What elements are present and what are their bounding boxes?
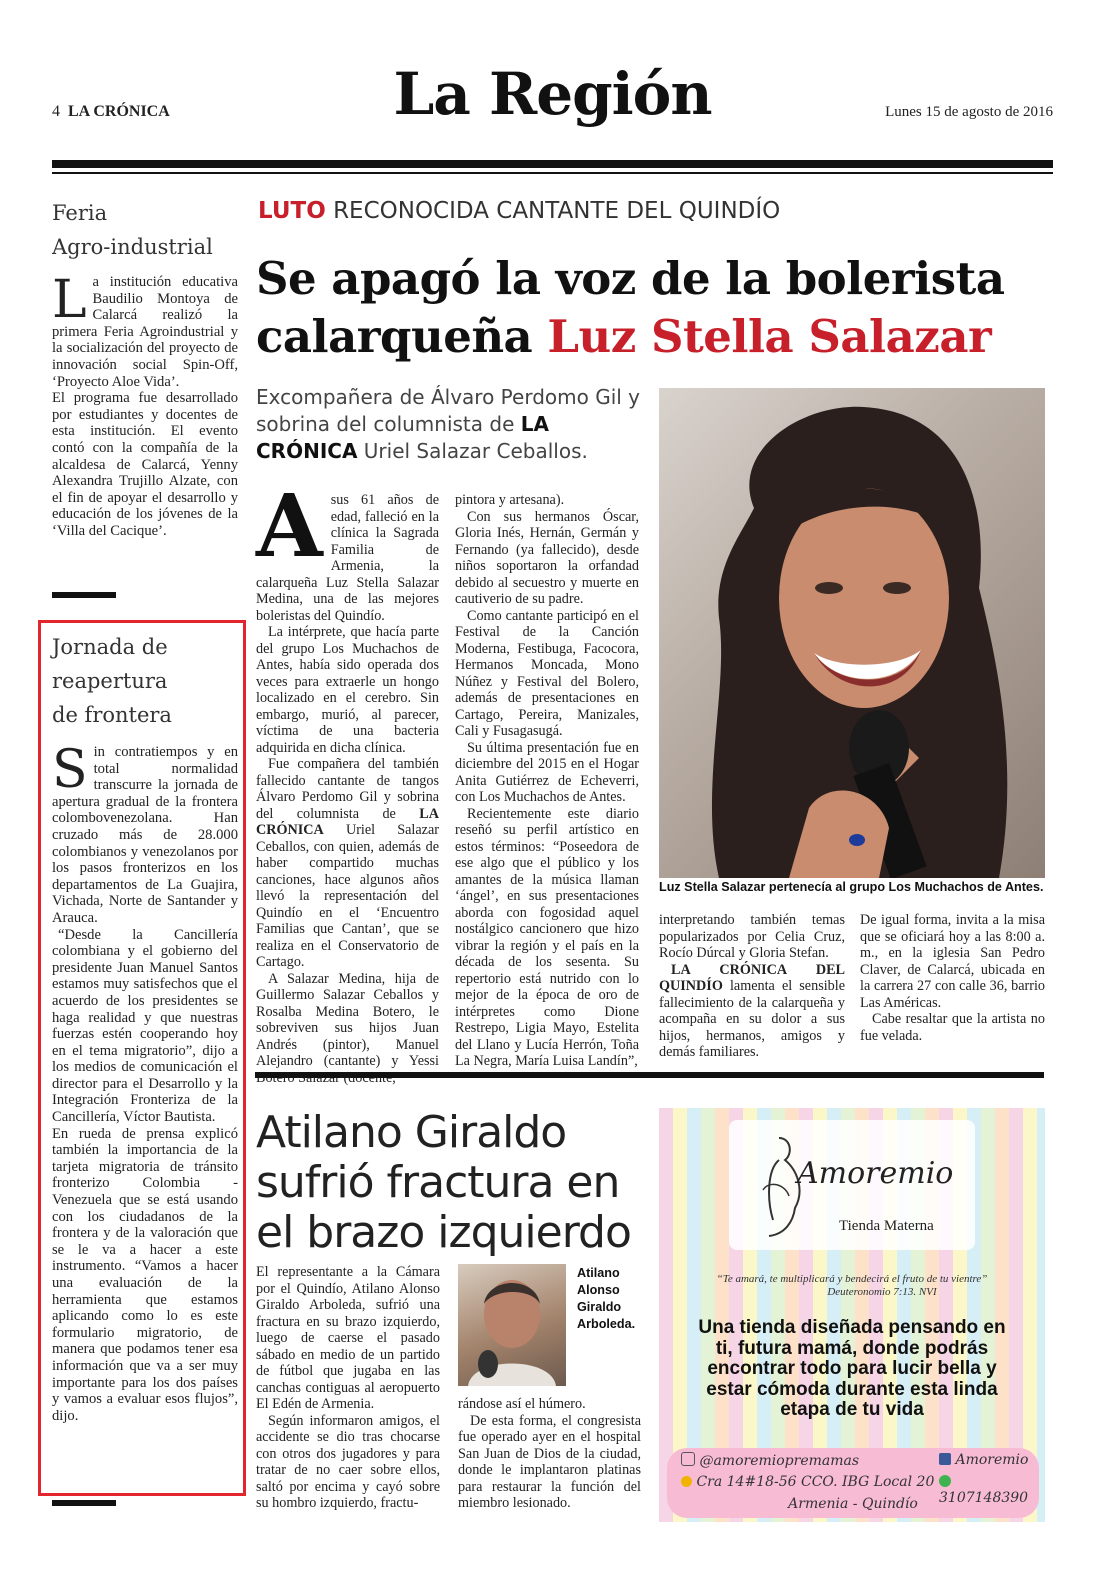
amoremio-ad[interactable] — [659, 1108, 1045, 1522]
ad-brand: Amoremio — [797, 1156, 954, 1191]
facebook-icon — [939, 1453, 951, 1465]
brief-frontera-title: Jornada de reapertura de frontera — [52, 635, 172, 727]
ad-address: Cra 14#18-56 CCO. IBG Local 20 — [681, 1474, 934, 1490]
ad-contact-bar — [667, 1448, 1039, 1518]
drop-cap: L — [52, 270, 87, 330]
atilano-illustration — [458, 1264, 566, 1386]
ad-body: Una tienda diseñada pensando en ti, futura mamá, donde podrás encontrar todo para lucir bella y estar cómoda durante esta linda etapa de tu vida — [698, 1317, 1006, 1420]
ad-facebook[interactable]: Amoremio — [939, 1452, 1028, 1468]
brief-divider — [52, 1500, 116, 1506]
singer-photo — [659, 388, 1045, 878]
atilano-caption: Atilano Alonso Giraldo Arboleda. — [577, 1266, 636, 1331]
story-kicker: LUTO RECONOCIDA CANTANTE DEL QUINDÍO — [258, 198, 781, 224]
brief-feria-body: L a institución educativa Baudilio Montoya de Calarcá realizó la primera Feria Agroindustrial y la socialización del proyecto de innovación social Spin-Off, ‘Proyecto Aloe Vida’. El programa fue desarrollado por estudiantes y docentes de esta institución. El evento contó con la compañía de la alcaldesa de Calarcá, Yenny Alexandra Trujillo Alzate, con el fin de apoyar el desarrollo y educación de los jóvenes de la ‘Villa del Cacique’. — [52, 270, 238, 539]
singer-illustration — [659, 388, 1045, 878]
story-dek: Excompañera de Álvaro Perdomo Gil y sobrina del columnista de LA CRÓNICA Uriel Salazar Ceballos. — [256, 385, 641, 463]
section-title: La Región — [393, 60, 712, 128]
section-rule — [255, 1072, 1044, 1078]
second-headline: Atilano Giraldo sufrió fractura en el brazo izquierdo — [256, 1107, 631, 1258]
whatsapp-icon — [939, 1475, 951, 1487]
page-number: 4 — [52, 103, 60, 120]
ad-quote: “Te amará, te multiplicará y bendecirá el fruto de tu vientre” Deuteronomio 7:13. NVI — [716, 1273, 988, 1298]
atilano-photo — [458, 1264, 566, 1386]
story-column-1: Asus 61 años de edad, falleció en la clínica la Sagrada Familia de Armenia, la calarqueña Luz Stella Salazar Medina, una de las mejores boleristas del Quindío. La intérprete, que hacía parte del grupo Los Muchachos de Antes, había sido operada dos veces para extraerle un hongo localizado en el cerebro. Sin embargo, murió, al parecer, víctima de una bacteria adquirida en dicha clínica. Fue compañera del también fallecido cantante de tangos Álvaro Perdomo Gil y sobrina del columnista de LA CRÓNICA Uriel Salazar Ceballos, con quien, además de haber compartido muchas canciones, hace algunos años llevó la representación del Quindío en el ‘Encuentro Familias que Cantan’, que se realiza en el Conservatorio de Cartago. A Salazar Medina, hija de Guillermo Salazar Ceballos y Rosalba Medina Botero, le sobreviven sus hijos Juan Andrés (pintor), Manuel Alejandro (cantante) y Yessi — [256, 476, 439, 1069]
story-headline: Se apagó la voz de la bolerista calarqueña Luz Stella Salazar — [256, 252, 1005, 363]
brief-frontera-body: S in contratiempos y en total normalidad transcurre la jornada de apertura gradual de la frontera colombovenezolana. Han cruzado más de 28.000 colombianos y venezolanos por los pasos fronterizos en los departamentos de La Guajira, Vichada, Norte de Santander y Arauca. “Desde la Cancillería colombiana y el gobierno del presidente Juan Manuel Santos estamos muy satisfechos que el acuerdo de los presidentes se haga realidad y que nuestras fuerzas estén cooperando hoy en el tema migratorio”, dijo a los medios de comunicación el director para el Desarrollo y la Integración Fronteriza de la Cancillería, Víctor Bautista. En rueda de prensa explicó también la importancia de la tarjeta migratoria de tránsito fronterizo Colombia - Venezuela que se está usando con los ciudadanos de la frontera y de la valoración que se le va a hacer a este instrumento. “Vamos a hacer una evaluación de la herramienta que estamos aplicando como lo es este formulario migratorio, de manera que podamos tener esa información que va a ser muy importante para los dos países y vamos a evaluar esos flujos”, dijo. — [52, 740, 238, 1424]
paper-name: LA CRÓNICA — [68, 103, 170, 120]
header-rule-thick — [52, 160, 1053, 168]
brief-feria-title: Feria Agro-industrial — [52, 201, 213, 259]
ad-instagram[interactable]: @amoremiopremamas — [681, 1452, 859, 1469]
instagram-icon — [681, 1452, 695, 1466]
ad-city: Armenia - Quindío — [788, 1496, 918, 1512]
drop-cap: S — [52, 740, 88, 800]
ad-subtitle: Tienda Materna — [839, 1218, 934, 1234]
brief-divider — [52, 592, 116, 598]
photo-caption: Luz Stella Salazar pertenecía al grupo Los Muchachos de Antes. — [659, 880, 1044, 894]
header-rule-thin — [52, 172, 1053, 174]
story-column-3: interpretando también temas popularizados por Celia Cruz, Rocío Dúrcal y Gloria Stefan. LA CRÓNICA DEL QUINDÍO lamenta el sensible fallecimiento de la calarqueña y acompaña en su dolor a sus hijos, hermanos, amigos y demás familiares. — [659, 912, 845, 1060]
drop-cap: A — [256, 476, 323, 577]
brief-feria — [52, 196, 238, 540]
story-column-2: pintora y artesana). Con sus hermanos Óscar, Gloria Inés, Hernán, Germán y Fernando (ya fallecido), desde niños soportaron la orfandad debido al secuestro y muerte en cautiverio de su padre. Como cantante participó en el Festival de la Canción Moderna, Festibuga, Facocora, Hermanos Moncada, Mono Núñez y Festival del Bolero, además de presentaciones en Cartago, Pereira, Manizales, Cali y Fusagasugá. Su última presentación fue en diciembre del 2015 en el Hogar Anita Gutiérrez de Echeverri, con Los Muchachos de Antes. Recientemente este diario reseñó su perfil artístico en estos términos: “Poseedora de ese algo que el público y los amantes de la música llaman ‘ángel’, en sus presentaciones aborda con fogosidad aquel nostálgico cancionero que hizo vibrar la región y el país en la década de los sesenta. Su repertorio está nutrido con lo mejor de la época de oro de intérpretes como Dione Restrepo, Ligia Mayo, Estelita del Llano y Lucía Herrón, Toña La Negra, María Luisa Landín”, — [455, 492, 639, 1069]
issue-date: Lunes 15 de agosto de 2016 — [885, 104, 1053, 120]
second-column-2: rándose así el húmero. De esta forma, el congresista fue operado ayer en el hospital San Juan de Dios de la ciudad, donde le implantaron platinas para restaurar la función del miembro lesionado. — [458, 1396, 641, 1511]
location-pin-icon — [681, 1476, 692, 1487]
story-column-4: De igual forma, invita a la misa que se oficiará hoy a las 8:00 a. m., en la iglesia San Pedro Claver, de Calarcá, ubicada en la carrera 27 con calle 36, barrio Las Américas. Cabe resaltar que la artista no fue velada. — [860, 912, 1045, 1044]
ad-phone[interactable]: 3107148390 — [939, 1474, 1039, 1506]
second-column-1: El representante a la Cámara por el Quindío, Atilano Alonso Giraldo Arboleda, sufrió una fractura en su brazo izquierdo, luego de caerse el pasado sábado en medio de un partido de fútbol que jugaba en las canchas contiguas al aeropuerto El Edén de Armenia. Según informaron amigos, el accidente se dio tras chocarse con otros dos jugadores y para tratar de no caer sobre ellos, saltó por encima y cayó sobre su hombro izquierdo, fractu- — [256, 1264, 440, 1511]
brief-frontera — [52, 630, 238, 1424]
